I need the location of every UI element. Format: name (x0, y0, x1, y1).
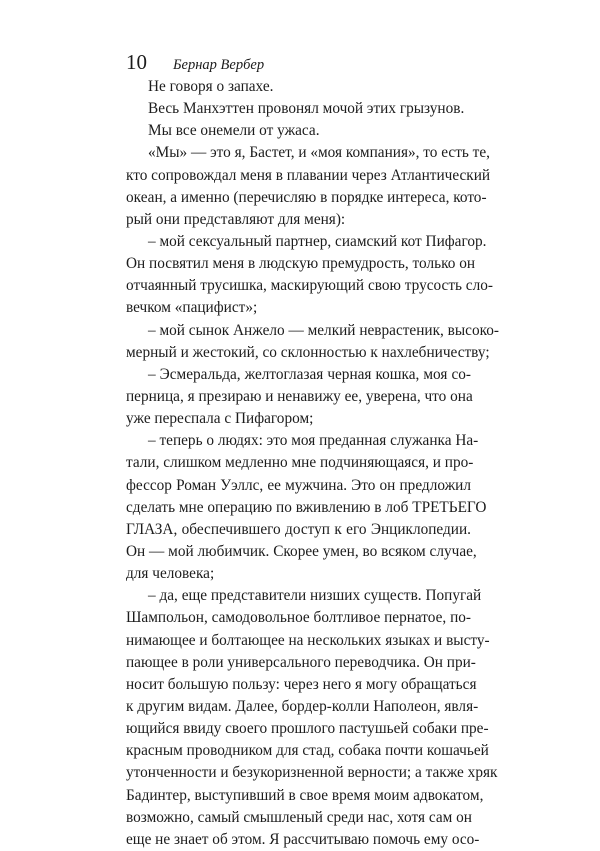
text-line: для человека; (126, 565, 215, 583)
text-line: сделать мне операцию по вживлению в лоб ТРЕТЬЕГО (126, 498, 487, 516)
text-line: вечком «пацифист»; (126, 299, 258, 317)
text-line: Мы все онемели от ужаса. (148, 122, 320, 140)
text-line: тали, слишком медленно мне подчиняющаяся, и про- (126, 454, 474, 472)
text-line: – да, еще представители низших существ. Попугай (148, 587, 482, 605)
text-line: еще не знает об этом. Я рассчитываю помочь ему осо- (126, 830, 480, 848)
text-line: Он — мой любимчик. Скорее умен, во всяком случае, (126, 542, 477, 560)
text-line: фессор Роман Уэллс, ее мужчина. Это он предложил (126, 476, 471, 494)
text-line: кто сопровождал меня в плавании через Атлантический (126, 166, 491, 184)
text-line: пающее в роли универсального переводчика. Он при- (126, 653, 476, 671)
text-line: к другим видам. Далее, бордер-колли Наполеон, явля- (126, 697, 479, 715)
page-number: 10 (126, 50, 147, 74)
text-line: «Мы» — это я, Бастет, и «моя компания», то есть те, (148, 144, 490, 162)
text-line: – теперь о людях: это моя преданная служанка На- (148, 432, 479, 450)
text-line: – Эсмеральда, желтоглазая черная кошка, моя со- (148, 365, 471, 383)
text-line: нимающее и болтающее на нескольких языках и высту- (126, 631, 490, 649)
text-line: возможно, самый смышленый среди нас, хотя сам он (126, 808, 472, 826)
text-line: ющийся ввиду своего прошлого пастушьей собаки пре- (126, 720, 489, 738)
text-line: утонченности и безукоризненной верности; а также хряк (126, 764, 498, 782)
text-line: Не говоря о запахе. (148, 78, 274, 95)
running-head: Бернар Вербер (173, 57, 265, 73)
text-line: – мой сынок Анжело — мелкий неврастеник, высоко- (148, 321, 500, 339)
text-line: носит большую пользу: через него я могу обращаться (126, 675, 477, 693)
text-line: рый они представляют для меня): (126, 210, 346, 228)
text-line: ГЛАЗА, обеспечившего доступ к его Энциклопедии. (126, 520, 471, 538)
text-line: перница, я презираю и ненавижу ее, уверена, что она (126, 387, 473, 405)
text-line: Шампольон, самодовольное болтливое пернатое, по- (126, 609, 471, 627)
text-line: уже переспала с Пифагором; (126, 410, 314, 428)
text-line: Он посвятил меня в людскую премудрость, только он (126, 255, 476, 273)
text-line: Весь Манхэттен провонял мочой этих грызунов. (148, 100, 465, 118)
text-line: мерный и жестокий, со склонностью к нахлебничеству; (126, 343, 490, 361)
text-line: Бадинтер, выступивший в свое время моим адвокатом, (126, 786, 484, 804)
text-line: океан, а именно (перечисляю в порядке интереса, кото- (126, 188, 487, 206)
text-line: – мой сексуальный партнер, сиамский кот Пифагор. (148, 232, 487, 250)
body-text (126, 76, 500, 851)
text-line: красным проводником для стад, собака почти кошачьей (126, 742, 489, 760)
page-header (126, 50, 264, 75)
text-line: отчаянный трусишка, маскирующий свою трусость сло- (126, 277, 493, 295)
